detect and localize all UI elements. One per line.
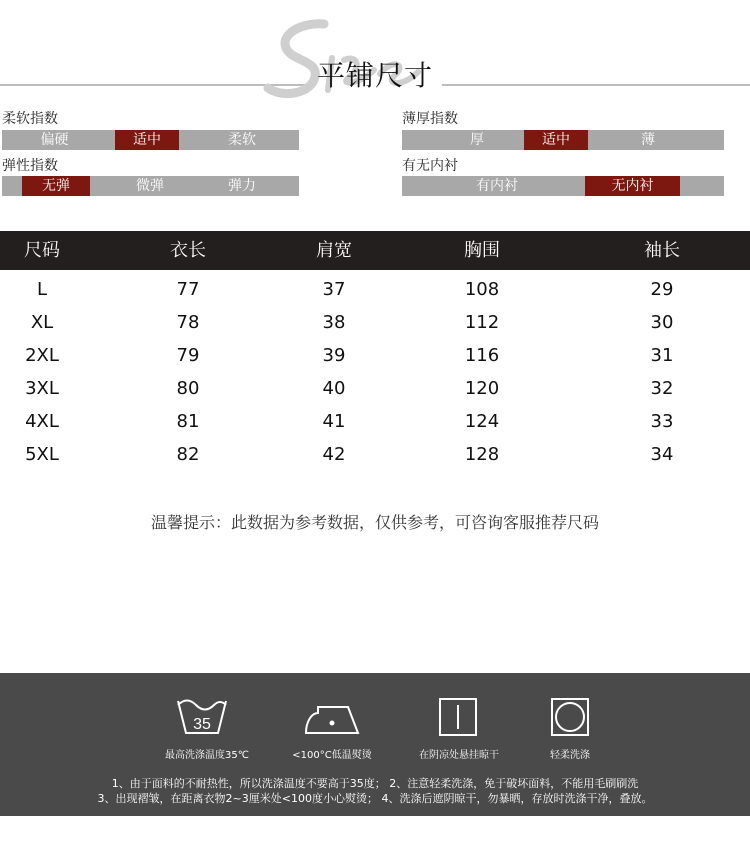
- table-cell-value: 128: [464, 444, 500, 465]
- table-cell-value: 79: [176, 345, 200, 366]
- table-cell-value: 77: [176, 279, 200, 300]
- wash-35-icon: [176, 697, 228, 737]
- table-cell-value: 37: [322, 279, 346, 300]
- size-table-header: [0, 231, 750, 270]
- table-cell-value: 41: [322, 411, 346, 432]
- care-note-line-1: 1、由于面料的不耐热性，所以洗涤温度不要高于35度； 2、注意轻柔洗涤，免于破坏面料，不能用毛刷刷洗: [111, 777, 639, 790]
- elasticity-label: 弹性指数: [2, 158, 58, 174]
- table-cell-size: 2XL: [25, 345, 59, 366]
- col-header-shoulder: 肩宽: [316, 240, 352, 261]
- softness-option: 偏硬: [40, 132, 69, 148]
- table-cell-size: 4XL: [25, 411, 59, 432]
- table-cell-size: L: [36, 279, 48, 300]
- table-cell-value: 32: [650, 378, 674, 399]
- table-cell-value: 120: [464, 378, 500, 399]
- tumble-dry-gentle-icon: [550, 697, 590, 737]
- table-cell-value: 30: [650, 312, 674, 333]
- table-cell-value: 108: [464, 279, 500, 300]
- table-cell-value: 38: [322, 312, 346, 333]
- thickness-option: 薄: [641, 132, 655, 148]
- col-header-length: 衣长: [170, 240, 206, 261]
- table-cell-value: 31: [650, 345, 674, 366]
- care-label-iron: <100°C低温熨烫: [292, 750, 372, 761]
- elasticity-bar: [2, 176, 299, 196]
- care-note-line-2: 3、出现褶皱，在距离衣物2~3厘米处<100度小心熨烫； 4、洗涤后遮阴晾干，勿暴晒，存放时洗涤干净，叠放。: [97, 792, 653, 805]
- thickness-label: 薄厚指数: [402, 111, 458, 127]
- table-cell-value: 29: [650, 279, 674, 300]
- elasticity-option: 微弹: [136, 178, 164, 194]
- col-header-chest: 胸围: [464, 240, 500, 261]
- elasticity-option-active: 无弹: [22, 176, 90, 196]
- wash-temp-number: 35: [193, 716, 211, 733]
- col-header-size: 尺码: [24, 240, 60, 261]
- care-label-dry: 在阴凉处悬挂晾干: [419, 750, 499, 761]
- thickness-option: 厚: [470, 132, 484, 148]
- table-cell-size: 3XL: [25, 378, 59, 399]
- lining-bar: [402, 176, 724, 196]
- softness-label: 柔软指数: [2, 111, 58, 127]
- table-cell-value: 34: [650, 444, 674, 465]
- line-dry-shade-icon: [438, 697, 478, 737]
- table-cell-value: 81: [176, 411, 200, 432]
- table-cell-value: 124: [464, 411, 500, 432]
- table-cell-value: 116: [464, 345, 500, 366]
- table-cell-value: 78: [176, 312, 200, 333]
- lining-label: 有无内衬: [402, 158, 458, 174]
- table-cell-size: XL: [30, 312, 54, 333]
- lining-option-active: 无内衬: [585, 176, 680, 196]
- table-cell-value: 39: [322, 345, 346, 366]
- table-cell-value: 80: [176, 378, 200, 399]
- elasticity-option: 弹力: [228, 178, 256, 194]
- page-title: 平铺尺寸: [316, 59, 433, 92]
- care-panel: [0, 673, 750, 816]
- table-cell-value: 82: [176, 444, 200, 465]
- table-cell-value: 42: [322, 444, 346, 465]
- col-header-sleeve: 袖长: [644, 240, 680, 261]
- table-cell-value: 40: [322, 378, 346, 399]
- thickness-option-active: 适中: [524, 130, 588, 150]
- softness-bar: [2, 130, 299, 150]
- size-note: 温馨提示：此数据为参考数据，仅供参考，可咨询客服推荐尺码: [150, 513, 599, 532]
- care-label-gentle: 轻柔洗涤: [550, 750, 590, 761]
- thickness-bar: [402, 130, 724, 150]
- table-cell-size: 5XL: [25, 444, 59, 465]
- lining-option: 有内衬: [476, 178, 518, 194]
- table-cell-value: 33: [650, 411, 674, 432]
- softness-option-active: 适中: [115, 130, 179, 150]
- softness-option: 柔软: [228, 132, 256, 148]
- table-cell-value: 112: [464, 312, 500, 333]
- iron-low-icon: [304, 701, 360, 735]
- care-label-wash: 最高洗涤温度35℃: [165, 750, 249, 761]
